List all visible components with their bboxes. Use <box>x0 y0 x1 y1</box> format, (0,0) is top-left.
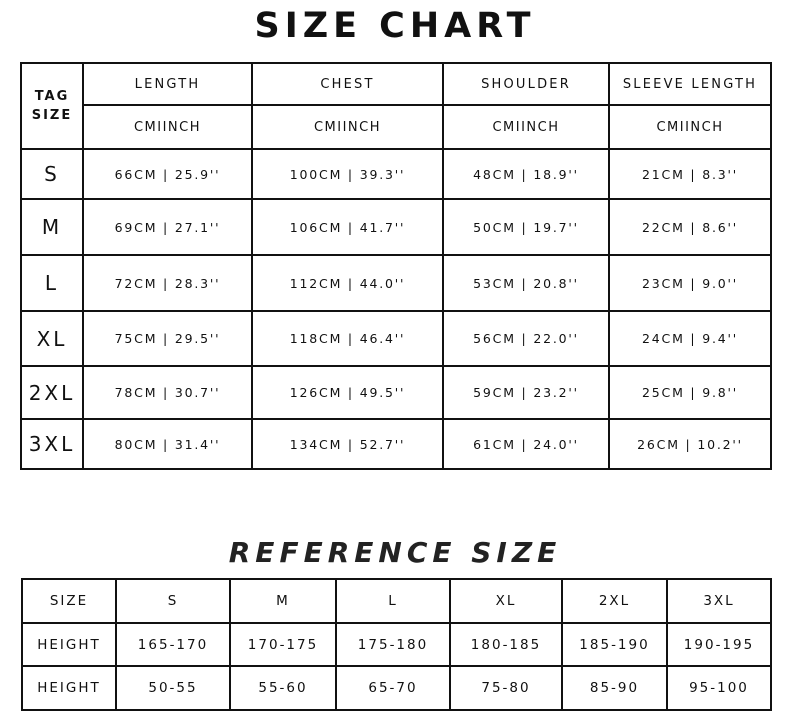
size-measurement-cell: 134CM | 52.7'' <box>252 419 443 469</box>
size-label: 2XL <box>21 366 83 419</box>
size-row <box>21 366 771 419</box>
size-measurement-cell: 112CM | 44.0'' <box>252 255 443 311</box>
reference-value-cell: 75-80 <box>450 666 562 710</box>
size-measurement-cell: 106CM | 41.7'' <box>252 199 443 255</box>
size-measurement-cell: 66CM | 25.9'' <box>83 149 252 199</box>
size-measurement-cell: 56CM | 22.0'' <box>443 311 609 366</box>
reference-size-3xl: 3XL <box>667 579 771 623</box>
reference-row <box>22 623 771 666</box>
size-measurement-cell: 61CM | 24.0'' <box>443 419 609 469</box>
reference-size-table <box>21 578 772 711</box>
unit-label: CMIINCH <box>252 105 443 149</box>
size-measurement-cell: 48CM | 18.9'' <box>443 149 609 199</box>
size-measurement-cell: 80CM | 31.4'' <box>83 419 252 469</box>
size-measurement-cell: 75CM | 29.5'' <box>83 311 252 366</box>
reference-value-cell: 165-170 <box>116 623 230 666</box>
reference-size-xl: XL <box>450 579 562 623</box>
reference-header-label: SIZE <box>22 579 116 623</box>
size-measurement-cell: 118CM | 46.4'' <box>252 311 443 366</box>
size-measurement-cell: 21CM | 8.3'' <box>609 149 771 199</box>
size-label: 3XL <box>21 419 83 469</box>
size-measurement-cell: 22CM | 8.6'' <box>609 199 771 255</box>
reference-value-cell: 175-180 <box>336 623 450 666</box>
reference-size-title: REFERENCE SIZE <box>228 536 562 569</box>
size-label: L <box>21 255 83 311</box>
column-header-length: LENGTH <box>83 63 252 105</box>
reference-size-l: L <box>336 579 450 623</box>
reference-value-cell: 95-100 <box>667 666 771 710</box>
size-measurement-cell: 126CM | 49.5'' <box>252 366 443 419</box>
unit-label: CMIINCH <box>83 105 252 149</box>
column-header-sleeve-length: SLEEVE LENGTH <box>609 63 771 105</box>
column-header-shoulder: SHOULDER <box>443 63 609 105</box>
page-title: SIZE CHART <box>254 6 536 46</box>
reference-row-label: HEIGHT <box>22 623 116 666</box>
size-measurement-cell: 78CM | 30.7'' <box>83 366 252 419</box>
size-measurement-cell: 100CM | 39.3'' <box>252 149 443 199</box>
size-measurement-cell: 25CM | 9.8'' <box>609 366 771 419</box>
size-label: S <box>21 149 83 199</box>
size-measurement-cell: 26CM | 10.2'' <box>609 419 771 469</box>
reference-value-cell: 85-90 <box>562 666 667 710</box>
size-label: XL <box>21 311 83 366</box>
reference-value-cell: 65-70 <box>336 666 450 710</box>
size-measurement-cell: 59CM | 23.2'' <box>443 366 609 419</box>
reference-row-label: HEIGHT <box>22 666 116 710</box>
size-measurement-cell: 53CM | 20.8'' <box>443 255 609 311</box>
size-row <box>21 419 771 469</box>
unit-label: CMIINCH <box>609 105 771 149</box>
column-header-chest: CHEST <box>252 63 443 105</box>
size-measurement-cell: 24CM | 9.4'' <box>609 311 771 366</box>
reference-value-cell: 170-175 <box>230 623 336 666</box>
size-measurement-cell: 50CM | 19.7'' <box>443 199 609 255</box>
reference-value-cell: 190-195 <box>667 623 771 666</box>
reference-value-cell: 55-60 <box>230 666 336 710</box>
size-row <box>21 255 771 311</box>
size-row <box>21 149 771 199</box>
size-measurement-cell: 72CM | 28.3'' <box>83 255 252 311</box>
tag-size-header <box>21 63 83 149</box>
reference-size-2xl: 2XL <box>562 579 667 623</box>
unit-label: CMIINCH <box>443 105 609 149</box>
size-label: M <box>21 199 83 255</box>
tag-header-line-2: SIZE <box>31 108 73 123</box>
reference-value-cell: 50-55 <box>116 666 230 710</box>
size-measurement-cell: 23CM | 9.0'' <box>609 255 771 311</box>
size-measurement-cell: 69CM | 27.1'' <box>83 199 252 255</box>
reference-value-cell: 180-185 <box>450 623 562 666</box>
reference-value-cell: 185-190 <box>562 623 667 666</box>
size-chart-table <box>20 62 772 470</box>
tag-header-line-1: TAG <box>34 89 70 104</box>
reference-size-s: S <box>116 579 230 623</box>
reference-size-m: M <box>230 579 336 623</box>
reference-row <box>22 666 771 710</box>
size-row <box>21 199 771 255</box>
size-row <box>21 311 771 366</box>
